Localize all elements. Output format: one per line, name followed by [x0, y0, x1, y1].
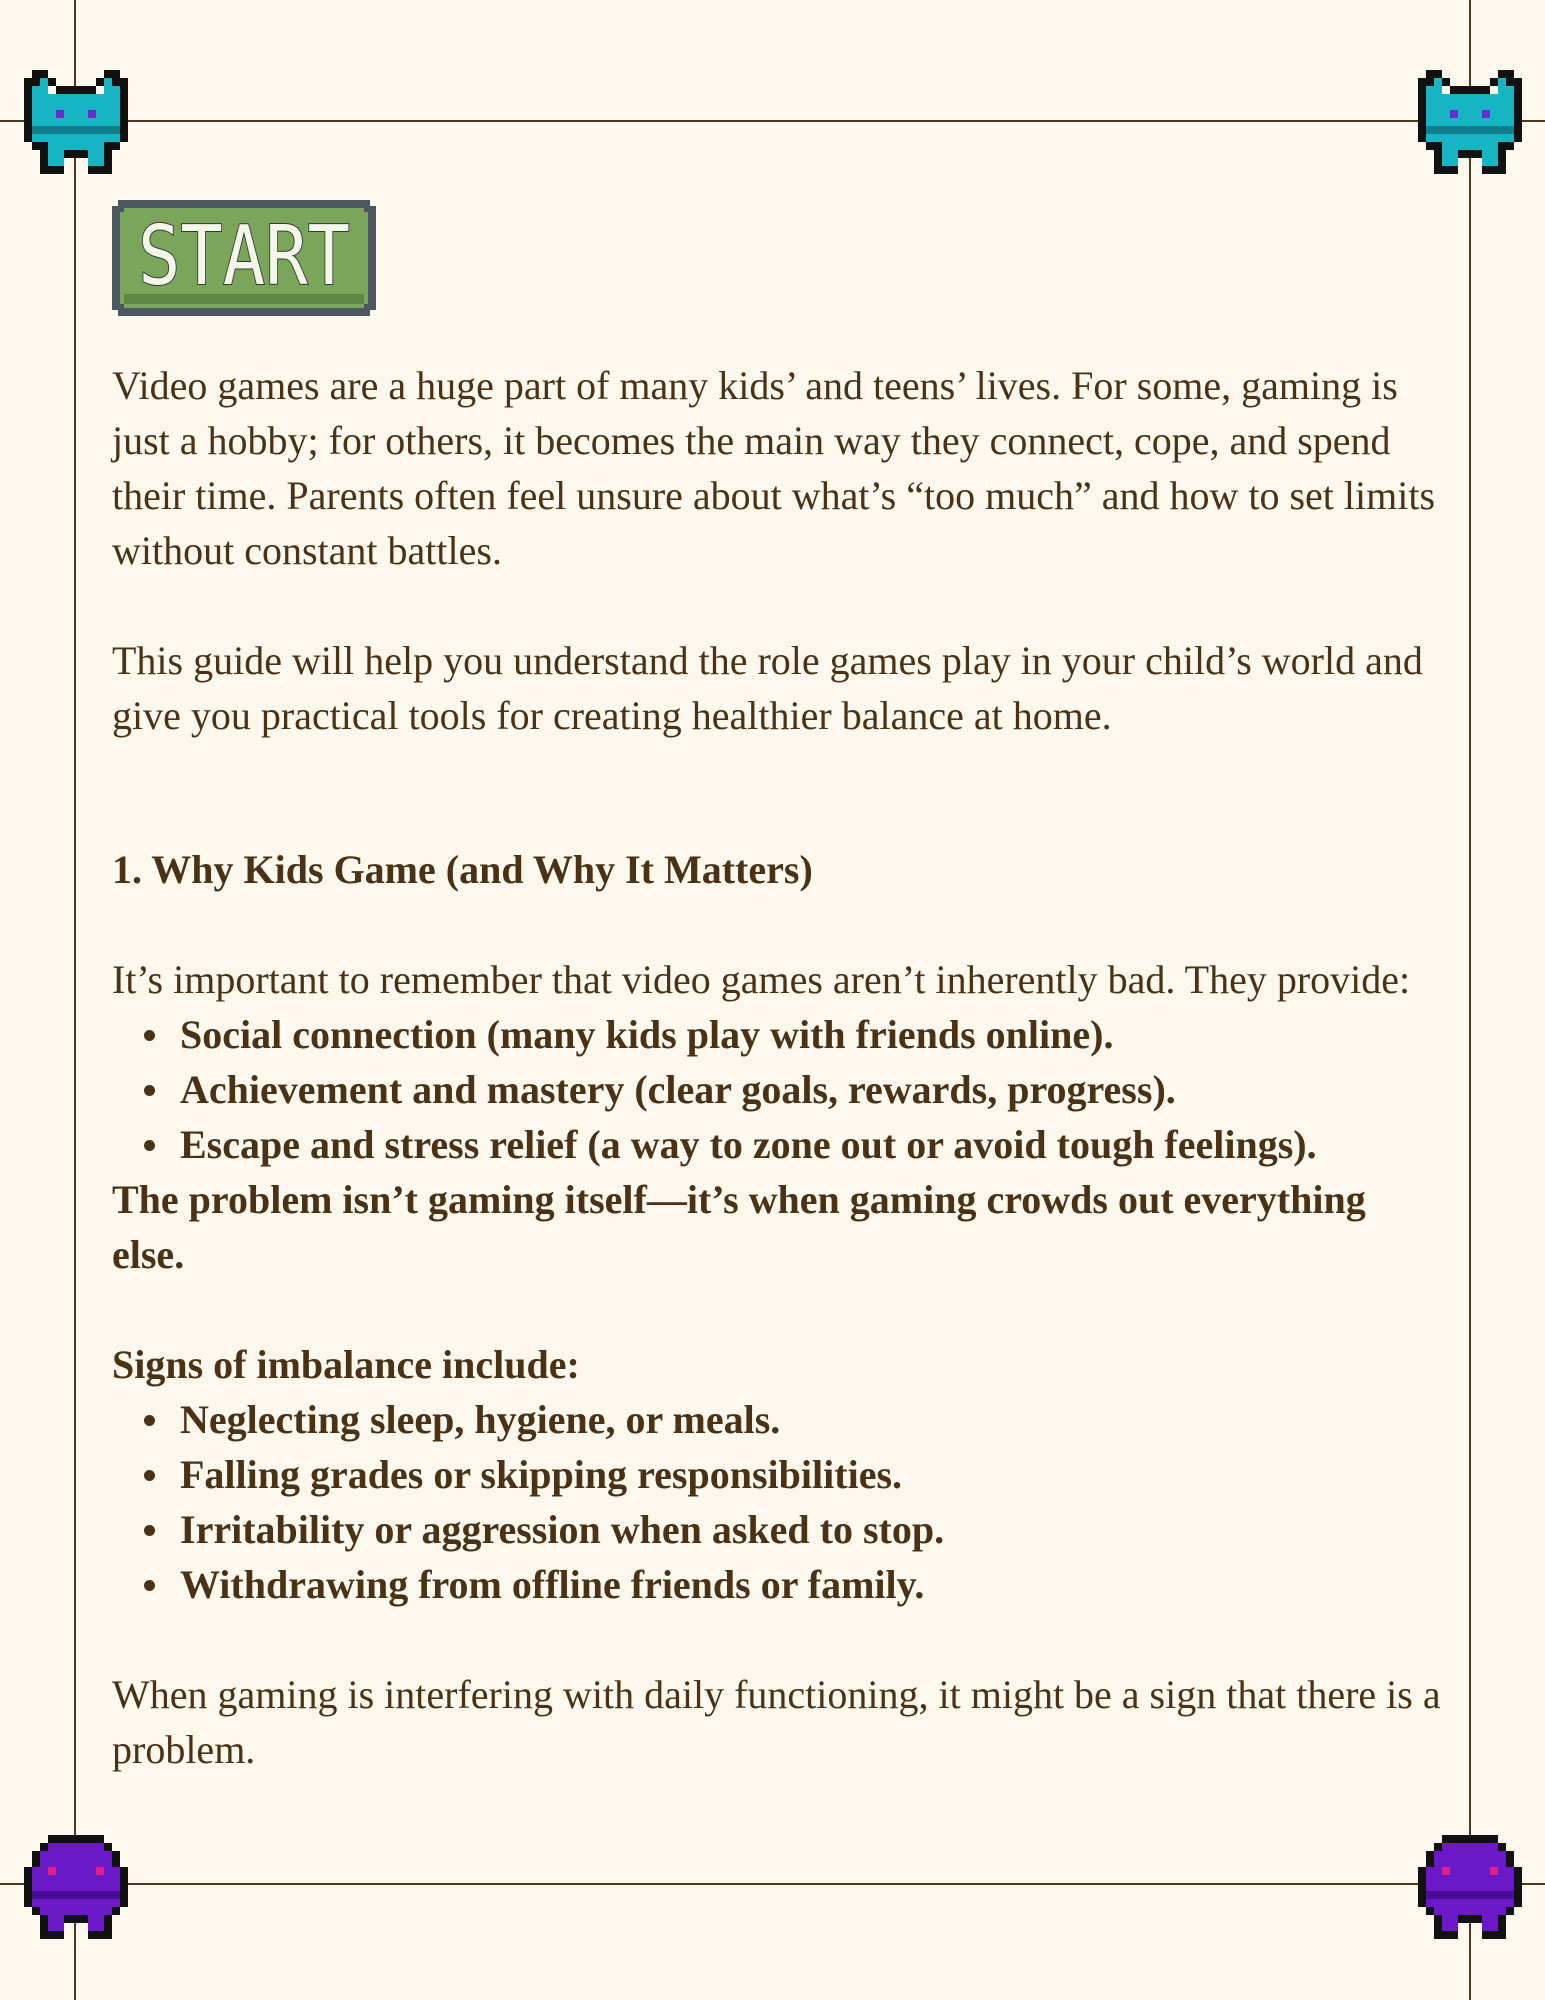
bullet-icon: [144, 1140, 155, 1151]
list-item-text: Falling grades or skipping responsibilities.: [180, 1452, 903, 1497]
start-badge: [112, 200, 376, 316]
problem-statement: The problem isn’t gaming itself—it’s when gaming crowds out everything else.: [112, 1177, 1366, 1277]
signs-list: [112, 1392, 1442, 1612]
section-lead: It’s important to remember that video games aren’t inherently bad. They provide:: [112, 957, 1411, 1002]
frame-right-line: [1469, 0, 1471, 2000]
frame-bottom-line: [0, 1883, 1545, 1885]
bullet-icon: [144, 1415, 155, 1426]
document-body: [112, 358, 1442, 1777]
list-item: [180, 1392, 1442, 1447]
start-label: START: [138, 209, 350, 304]
cyan-monster-icon: [24, 70, 128, 174]
intro-paragraph: This guide will help you understand the role games play in your child’s world and give you practical tools for creating healthier balance at home.: [112, 638, 1423, 738]
benefits-list: [112, 1007, 1442, 1172]
list-item-text: Irritability or aggression when asked to stop.: [180, 1507, 945, 1552]
bullet-icon: [144, 1470, 155, 1481]
bullet-icon: [144, 1525, 155, 1536]
list-item: [180, 1117, 1442, 1172]
closing-paragraph: When gaming is interfering with daily functioning, it might be a sign that there is a problem.: [112, 1672, 1441, 1772]
intro-paragraph: Video games are a huge part of many kids’ and teens’ lives. For some, gaming is just a hobby; for others, it becomes the main way they connect, cope, and spend their time. Parents often feel unsure about what’s “too much” and how to set limits without constant battles.: [112, 363, 1436, 573]
frame-top-line: [0, 120, 1545, 122]
cyan-monster-icon: [1418, 70, 1522, 174]
list-item-text: Withdrawing from offline friends or family.: [180, 1562, 925, 1607]
signs-heading: Signs of imbalance include:: [112, 1342, 580, 1387]
purple-monster-icon: [24, 1835, 128, 1939]
bullet-icon: [144, 1580, 155, 1591]
bullet-icon: [144, 1085, 155, 1096]
list-item: [180, 1502, 1442, 1557]
list-item-text: Achievement and mastery (clear goals, rewards, progress).: [180, 1067, 1176, 1112]
list-item: [180, 1062, 1442, 1117]
bullet-icon: [144, 1030, 155, 1041]
purple-monster-icon: [1418, 1835, 1522, 1939]
list-item-text: Social connection (many kids play with friends online).: [180, 1012, 1114, 1057]
frame-left-line: [74, 0, 76, 2000]
section-heading: 1. Why Kids Game (and Why It Matters): [112, 847, 813, 892]
list-item: [180, 1007, 1442, 1062]
list-item-text: Escape and stress relief (a way to zone out or avoid tough feelings).: [180, 1122, 1317, 1167]
list-item-text: Neglecting sleep, hygiene, or meals.: [180, 1397, 781, 1442]
list-item: [180, 1447, 1442, 1502]
list-item: [180, 1557, 1442, 1612]
